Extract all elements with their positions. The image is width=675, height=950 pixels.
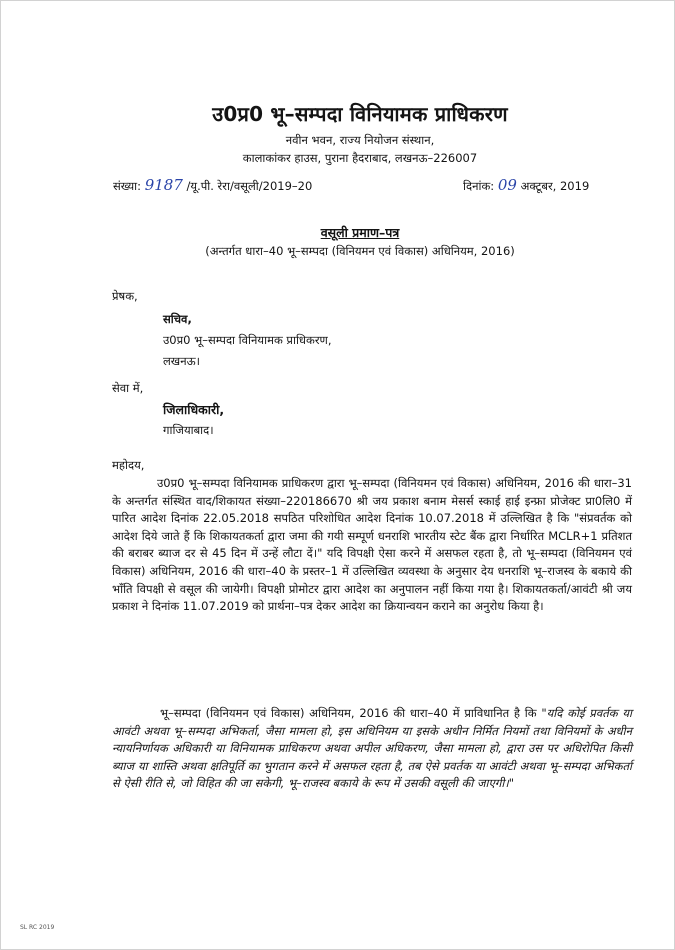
recipient-city: गाजियाबाद। [163, 423, 214, 437]
sender-label: प्रेषक, [112, 289, 138, 303]
salutation: महोदय, [112, 458, 145, 472]
recipient-block [163, 400, 224, 440]
sender-block [163, 309, 332, 372]
authority-title: उ0प्र0 भू–सम्पदा विनियामक प्राधिकरण [212, 102, 508, 126]
reference-number-handwritten: 9187 [144, 176, 183, 194]
document-heading: वसूली प्रमाण–पत्र [320, 225, 400, 240]
sender-city: लखनऊ। [163, 354, 200, 368]
recipient-designation: जिलाधिकारी, [163, 402, 225, 417]
reference-date [463, 176, 589, 194]
body-paragraph-2 [112, 705, 632, 793]
reference-number-suffix: /यू.पी. रेरा/वसूली/2019–20 [186, 179, 313, 193]
recipient-label: सेवा में, [112, 381, 144, 395]
address-line-1: नवीन भवन, राज्य नियोजन संस्थान, [285, 133, 435, 147]
reference-date-handwritten: 09 [497, 176, 517, 194]
reference-date-label: दिनांक: [463, 179, 495, 193]
reference-number [113, 176, 312, 194]
address-line-2: कालाकांकर हाउस, पुराना हैदराबाद, लखनऊ–226007 [242, 151, 478, 165]
sender-organization: उ0प्र0 भू–सम्पदा विनियामक प्राधिकरण, [163, 333, 332, 347]
reference-number-label: संख्या: [113, 179, 142, 193]
paragraph-2-intro: भू–सम्पदा (विनियमन एवं विकास) अधिनियम, 2016 की धारा–40 में प्राविधानित है कि [160, 706, 537, 720]
reference-date-suffix: अक्टूबर, 2019 [520, 179, 590, 193]
body-paragraph-1: उ0प्र0 भू–सम्पदा विनियामक प्राधिकरण द्वारा भू–सम्पदा (विनियमन एवं विकास) अधिनियम, 2016 की धारा–31 के अन्तर्गत संस्थित वाद/शिकायत संख्या–220186670 श्री जय प्रकाश बनाम मेसर्स स्काई हाई इन्फ्रा प्रोजेक्ट प्रा0लि0 में पारित आदेश दिनांक 22.05.2018 सपठित परिशोधित आदेश दिनांक 10.07.2018 में उल्लिखित है कि "संप्रवर्तक को आदेश दिये जाते हैं कि शिकायतकर्ता द्वारा जमा की गयी सम्पूर्ण धनराशि भारतीय स्टेट बैंक द्वारा निर्धारित MCLR+1 प्रतिशत की बराबर ब्याज दर से 45 दिन में उन्हें लौटा दें।" यदि विपक्षी ऐसा करने में असफल रहता है, तो भू–सम्पदा (विनियमन एवं विकास) अधिनियम, 2016 की धारा–40 के प्रस्तर–1 में उल्लिखित व्यवस्था के अनुसार देय धनराशि भू–राजस्व के बकाये की भाँति विपक्षी से वसूल की जायेगी। विपक्षी प्रोमोटर द्वारा आदेश का अनुपालन नहीं किया गया है। शिकायतकर्ता/आवंटी श्री जय प्रकाश ने दिनांक 11.07.2019 को प्रार्थना–पत्र देकर आदेश का क्रियान्वयन कराने का अनुरोध किया है। [112, 476, 632, 614]
authority-address [180, 131, 540, 167]
paragraph-2-quote: "यदि कोई प्रवर्तक या आवंटी अथवा भू–सम्पदा अभिकर्ता, जैसा मामला हो, इस अधिनियम या इसके अधीन निर्मित नियमों तथा विनियमों के अधीन न्यायनिर्णायक अधिकारी या विनियामक प्राधिकरण अथवा अपील अधिकरण, जैसा मामला हो, द्वारा उस पर अधिरोपित किसी ब्याज या शास्ति अथवा क्षतिपूर्ति का भुगतान करने में असफल रहता है, तब ऐसे प्रवर्तक या आवंटी अथवा भू–सम्पदा अभिकर्ता से ऐसी रीति से, जो विहित की जा सकेगी, भू–राजस्व बकाये के रूप में उसकी वसूली की जाएगी।" [112, 706, 633, 791]
footer-code: SL RC 2019 [20, 924, 55, 931]
document-subheading: (अन्तर्गत धारा–40 भू–सम्पदा (विनियमन एवं विकास) अधिनियम, 2016) [205, 244, 515, 258]
sender-designation: सचिव, [163, 312, 192, 326]
